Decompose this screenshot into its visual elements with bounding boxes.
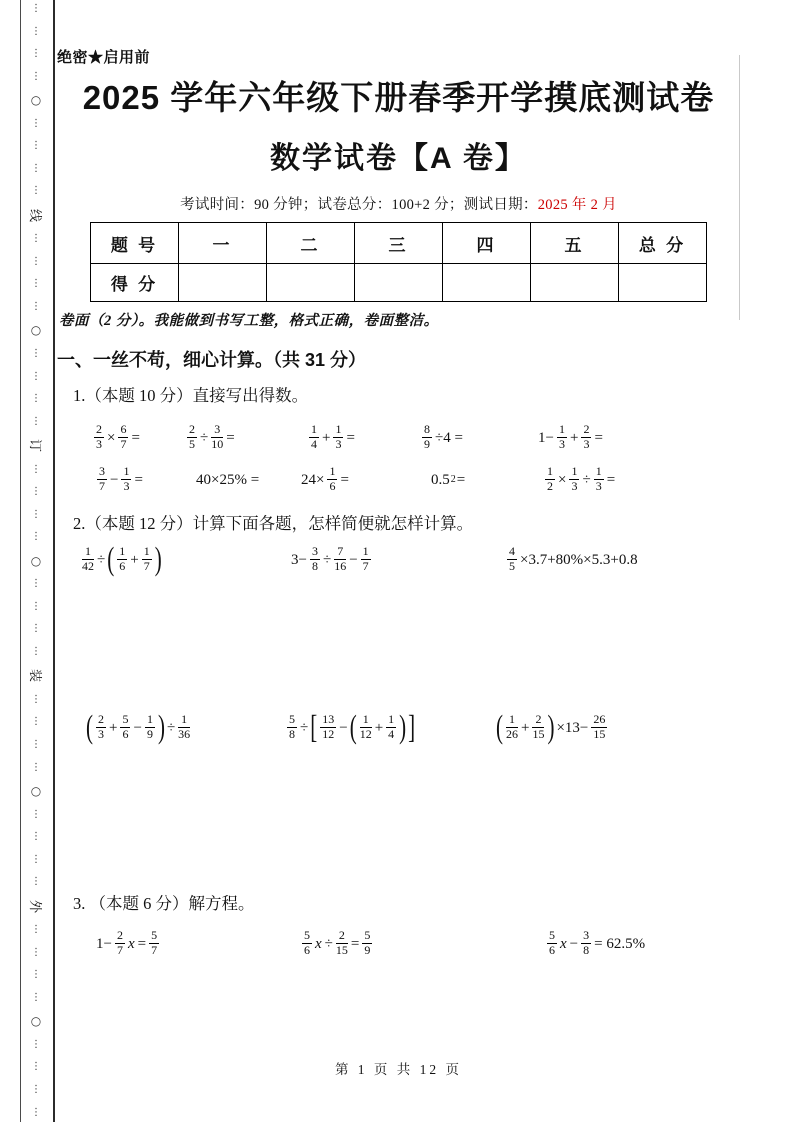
margin-dots: ⋮: [31, 508, 41, 520]
math-token: 1 4: [311, 421, 317, 452]
math-token: $\frac{1}{2}$: [547, 463, 553, 494]
q2-expressions-row-2: [85, 704, 740, 752]
margin-dots: ⋮: [31, 623, 41, 635]
margin-dots: ⋮: [31, 486, 41, 498]
math-token: −: [569, 935, 579, 952]
math-token: $\frac{2}{7}$: [116, 927, 123, 958]
math-token: =: [340, 471, 349, 488]
score-table-header-row: [91, 223, 707, 264]
margin-dots: ⋮: [31, 1106, 41, 1118]
score-cell-empty: [267, 264, 355, 302]
math-expression: [300, 463, 430, 496]
score-header-cell: 四: [443, 223, 531, 264]
math-token: =: [131, 429, 140, 446]
math-token: ÷: [200, 429, 209, 446]
math-token: −: [110, 471, 119, 488]
page-number: 第 1 页 共 12 页: [334, 1062, 463, 1077]
math-token: +: [130, 551, 139, 568]
exam-info-text: 考试时间：90 分钟；试卷总分：100+2 分；测试日期：: [180, 197, 538, 214]
math-token: =: [137, 935, 147, 952]
math-token: $\frac{1}{6}$: [329, 463, 336, 494]
math-token: ): [154, 540, 162, 578]
math-expression: [505, 543, 740, 576]
margin-dots: ⋮: [31, 278, 41, 290]
exam-date: 2025 年 2 月: [537, 197, 617, 214]
margin-dots: ⋮: [31, 1061, 41, 1073]
score-row-label: 得 分: [91, 264, 179, 302]
margin-dots: ⋮: [31, 48, 41, 60]
score-table-score-row: [91, 264, 707, 302]
margin-dots: ⋮: [31, 233, 41, 245]
math-expression: [537, 421, 740, 454]
paper-title: 2025 学年六年级下册春季开学摸底测试卷: [82, 79, 715, 116]
margin-binding-char: 线: [28, 208, 44, 222]
math-token: −: [133, 719, 142, 736]
math-token: =: [350, 935, 360, 952]
question-2-label: 2.（本题 12 分）计算下面各题，怎样简便就怎样计算。: [73, 514, 474, 534]
score-cell-empty: [531, 264, 619, 302]
margin-dots: ⋮: [31, 531, 41, 543]
math-expression: [300, 927, 545, 960]
margin-dots: ⋮: [31, 70, 41, 82]
q2-expressions-row-1: [80, 536, 740, 584]
math-token: ×: [558, 471, 567, 488]
margin-circle: ○: [30, 323, 42, 338]
math-token: $\frac{1}{3}$: [335, 421, 342, 452]
math-token: ×3.7+80%×5.3+0.8: [520, 551, 638, 568]
math-token: $\frac{1}{3}$: [123, 463, 130, 494]
math-token: ×13−: [556, 719, 589, 736]
margin-circle: ○: [30, 1014, 42, 1029]
margin-dots: ⋮: [31, 831, 41, 843]
math-token: $\frac{1}{7}$: [362, 543, 369, 574]
math-token: $\frac{7}{16}$: [334, 543, 347, 574]
math-token: =: [606, 471, 616, 488]
margin-dots: ⋮: [31, 969, 41, 981]
math-token: +: [521, 719, 530, 736]
math-token: $\frac{2}{5}$: [189, 421, 195, 452]
math-expression: [430, 472, 543, 489]
margin-dots: ⋮: [31, 946, 41, 958]
margin-dots: ⋮: [31, 162, 41, 174]
math-token: $\frac{26}{15}$: [593, 711, 606, 742]
math-token: $\frac{2}{15}$: [532, 711, 545, 742]
math-expression: [495, 708, 740, 746]
margin-dots: ⋮: [31, 761, 41, 773]
math-token: ): [157, 708, 165, 746]
math-token: −: [339, 719, 348, 736]
margin-circle: ○: [30, 93, 42, 108]
score-table: [90, 222, 707, 302]
math-token: 2 3: [98, 711, 104, 742]
margin-binding-char: 外: [28, 899, 44, 913]
math-token: $\frac{5}{6}$: [122, 711, 129, 742]
math-token: ÷: [582, 471, 591, 488]
math-token: $\frac{1}{3}$: [571, 463, 578, 494]
math-token: [: [310, 708, 318, 746]
math-token: (: [496, 708, 503, 746]
score-header-cell: 总 分: [619, 223, 707, 264]
math-token: =: [134, 471, 143, 488]
math-token: $\frac{1}{36}$: [178, 711, 191, 742]
math-token: ÷: [300, 719, 309, 736]
margin-dots: ⋮: [31, 3, 41, 14]
math-token: 40×25% =: [196, 471, 260, 488]
margin-dots: ⋮: [31, 370, 41, 382]
score-header-cell: 五: [531, 223, 619, 264]
math-token: 3 7: [99, 463, 105, 494]
math-token: 13 12: [322, 711, 335, 742]
margin-binding-char: 订: [28, 439, 44, 453]
math-token: =: [594, 429, 603, 446]
margin-dots: ⋮: [31, 716, 41, 728]
math-expression: [195, 472, 300, 489]
math-expression: [420, 421, 537, 454]
margin-dots: ⋮: [31, 991, 41, 1003]
score-cell-empty: [355, 264, 443, 302]
q1-expressions-row-2: [95, 460, 740, 500]
margin-circle: ○: [30, 553, 42, 568]
math-token: $\frac{4}{5}$: [509, 543, 515, 574]
margin-dots: ⋮: [31, 255, 41, 267]
math-token: =: [226, 429, 235, 446]
math-token: (: [349, 708, 357, 746]
margin-dots: ⋮: [31, 1038, 41, 1050]
math-token: 24×: [301, 471, 325, 488]
margin-dots: ⋮: [31, 25, 41, 37]
score-header-cell: 题 号: [91, 223, 179, 264]
margin-dots: ⋮: [31, 415, 41, 427]
math-expression: [543, 463, 740, 496]
math-expression: [307, 421, 420, 454]
math-token: +: [109, 719, 118, 736]
math-expression: [290, 543, 505, 576]
math-token: 3−: [291, 551, 307, 568]
math-token: 1−: [538, 429, 554, 446]
math-token: 1 26: [506, 711, 518, 742]
math-expression: [545, 927, 740, 960]
math-expression: [285, 708, 495, 746]
score-header-cell: 一: [179, 223, 267, 264]
math-token: (: [107, 540, 115, 578]
math-token: $\frac{1}{4}$: [388, 711, 395, 742]
math-token: $\frac{5}{7}$: [151, 927, 158, 958]
math-token: $\frac{6}{7}$: [120, 421, 127, 452]
math-token: = 62.5%: [594, 935, 646, 952]
math-token: ×: [107, 429, 116, 446]
math-token: ): [547, 708, 555, 746]
margin-dots: ⋮: [31, 347, 41, 359]
margin-dots: ⋮: [31, 645, 41, 657]
left-border-rule: [53, 0, 55, 1122]
math-token: ÷: [97, 551, 106, 568]
math-token: ): [399, 708, 407, 746]
margin-dots: ⋮: [31, 808, 41, 820]
math-token: $\frac{2}{15}$: [335, 927, 348, 958]
math-token: 5 6: [549, 927, 555, 958]
margin-dots: ⋮: [31, 739, 41, 750]
math-token: $\frac{5}{8}$: [289, 711, 295, 742]
math-token: 2: [450, 473, 456, 485]
math-token: $\frac{3}{10}$: [211, 421, 224, 452]
math-expression: [95, 463, 195, 496]
math-token: −: [349, 551, 358, 568]
math-token: 0.5: [431, 471, 450, 488]
math-token: $\frac{1}{42}$: [82, 543, 94, 574]
math-token: $\frac{1}{3}$: [595, 463, 602, 494]
margin-dots: ⋮: [31, 463, 41, 475]
margin-dots: ⋮: [31, 876, 41, 888]
math-token: 1 6: [119, 543, 126, 574]
math-token: $\frac{1}{9}$: [146, 711, 153, 742]
score-header-cell: 二: [267, 223, 355, 264]
section-one-heading: 一、一丝不苟，细心计算。（共 31 分）: [57, 350, 367, 371]
score-cell-empty: [179, 264, 267, 302]
margin-dots: ⋮: [31, 185, 41, 197]
margin-dots: ⋮: [31, 140, 41, 152]
math-token: $\frac{1}{7}$: [143, 543, 150, 574]
math-token: $\frac{5}{9}$: [364, 927, 371, 958]
margin-dots: ⋮: [31, 300, 41, 312]
left-outer-rule: [20, 0, 21, 1122]
neatness-note: 卷面（2 分）。我能做到书写工整，格式正确，卷面整洁。: [59, 313, 439, 330]
score-header-cell: 三: [355, 223, 443, 264]
math-token: $\frac{2}{3}$: [96, 421, 102, 452]
math-token: $\frac{3}{8}$: [583, 927, 590, 958]
math-token: 1−: [96, 935, 112, 952]
margin-dots: ⋮: [31, 578, 41, 590]
math-token: =: [456, 471, 466, 488]
question-1-label: 1.（本题 10 分）直接写出得数。: [73, 386, 309, 406]
math-expression: [92, 421, 185, 454]
margin-dots: ⋮: [31, 1083, 41, 1095]
math-token: ]: [408, 708, 416, 746]
math-token: =: [346, 429, 355, 446]
margin-dots: ⋮: [31, 117, 41, 129]
math-token: +: [322, 429, 331, 446]
exam-info-line: [57, 193, 740, 214]
math-token: x: [315, 935, 322, 952]
margin-dots: ⋮: [31, 924, 41, 936]
margin-dots: ⋮: [31, 600, 41, 612]
math-expression: [85, 708, 285, 746]
math-expression: [95, 927, 300, 960]
binding-strip: [26, 0, 46, 1122]
math-token: ÷: [322, 551, 332, 568]
math-token: ÷: [324, 935, 333, 952]
margin-dots: ⋮: [31, 693, 41, 705]
score-cell-empty: [619, 264, 707, 302]
math-token: 5 6: [304, 927, 310, 958]
margin-dots: ⋮: [31, 393, 41, 405]
math-token: +: [569, 429, 579, 446]
math-token: $\frac{2}{3}$: [583, 421, 590, 452]
math-token: ÷4 =: [435, 429, 463, 446]
question-3-label: 3. （本题 6 分）解方程。: [73, 894, 255, 914]
math-token: +: [374, 719, 384, 736]
math-token: $\frac{3}{8}$: [311, 543, 318, 574]
margin-circle: ○: [30, 784, 42, 799]
margin-dots: ⋮: [31, 853, 41, 865]
math-expression: [185, 421, 307, 454]
math-token: 1 12: [359, 711, 372, 742]
classification-label: 绝密★启用前: [57, 49, 151, 66]
q1-expressions-row-1: [92, 418, 740, 458]
margin-binding-char: 装: [28, 669, 44, 683]
score-cell-empty: [443, 264, 531, 302]
math-token: $\frac{1}{3}$: [558, 421, 565, 452]
math-token: ÷: [166, 719, 176, 736]
math-token: $\frac{8}{9}$: [424, 421, 430, 452]
q3-expressions-row: [95, 922, 740, 966]
paper-subtitle: 数学试卷【A 卷】: [270, 141, 527, 175]
math-token: (: [86, 708, 93, 746]
math-token: x: [560, 935, 567, 952]
math-expression: [80, 540, 290, 578]
paper-content: [57, 0, 740, 1122]
math-token: x: [127, 935, 135, 952]
